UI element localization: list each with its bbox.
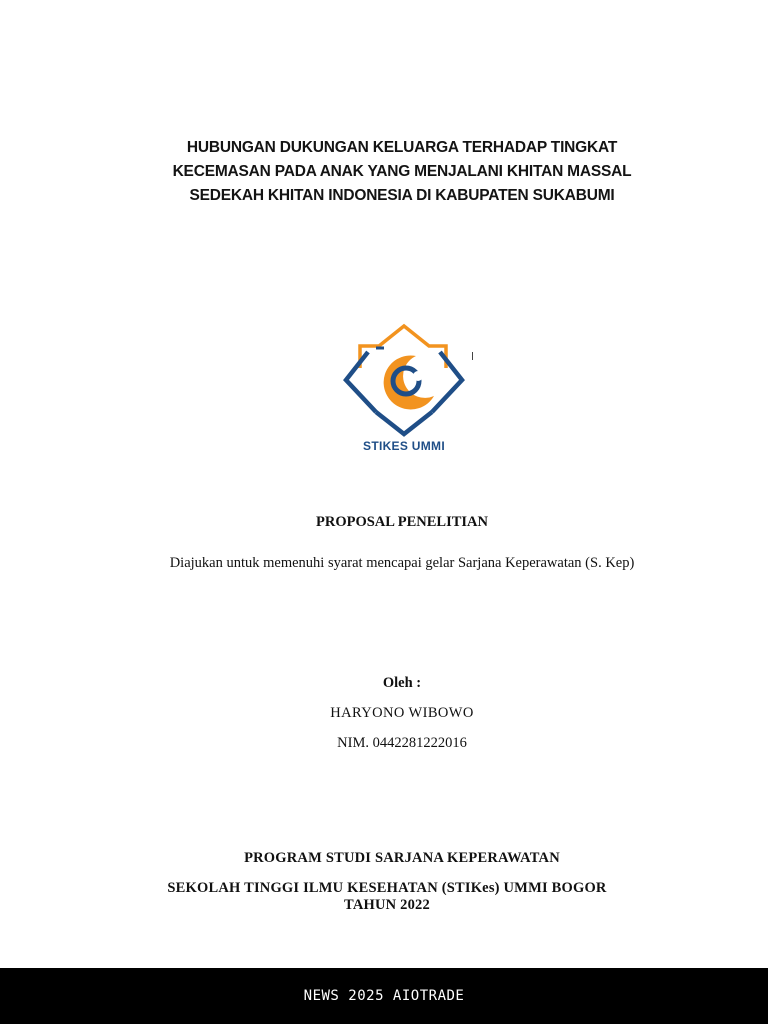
proposal-heading: PROPOSAL PENELITIAN bbox=[315, 514, 489, 530]
title-line-1: HUBUNGAN DUKUNGAN KELUARGA TERHADAP TINGKAT bbox=[186, 139, 618, 156]
document-year: TAHUN 2022 bbox=[344, 897, 430, 913]
institution-block bbox=[104, 880, 670, 914]
by-label: Oleh : bbox=[382, 675, 422, 691]
stikes-ummi-logo-icon bbox=[338, 318, 470, 438]
study-program: PROGRAM STUDI SARJANA KEPERAWATAN bbox=[244, 850, 560, 866]
title-line-2: KECEMASAN PADA ANAK YANG MENJALANI KHITAN MASSAL bbox=[172, 163, 632, 180]
document-title bbox=[104, 136, 700, 208]
student-id: NIM. 0442281222016 bbox=[337, 735, 467, 751]
footer-text: NEWS 2025 AIOTRADE bbox=[303, 988, 465, 1004]
logo-text: STIKES UMMI bbox=[363, 439, 445, 453]
proposal-subtitle: Diajukan untuk memenuhi syarat mencapai gelar Sarjana Keperawatan (S. Kep) bbox=[169, 555, 635, 571]
footer-banner bbox=[0, 968, 768, 1024]
title-line-3: SEDEKAH KHITAN INDONESIA DI KABUPATEN SUKABUMI bbox=[189, 187, 615, 204]
institution-name: SEKOLAH TINGGI ILMU KESEHATAN (STIKes) UMMI BOGOR bbox=[167, 880, 607, 896]
stikes-ummi-logo bbox=[338, 318, 470, 458]
author-name: HARYONO WIBOWO bbox=[330, 705, 474, 721]
stray-mark bbox=[472, 352, 473, 360]
